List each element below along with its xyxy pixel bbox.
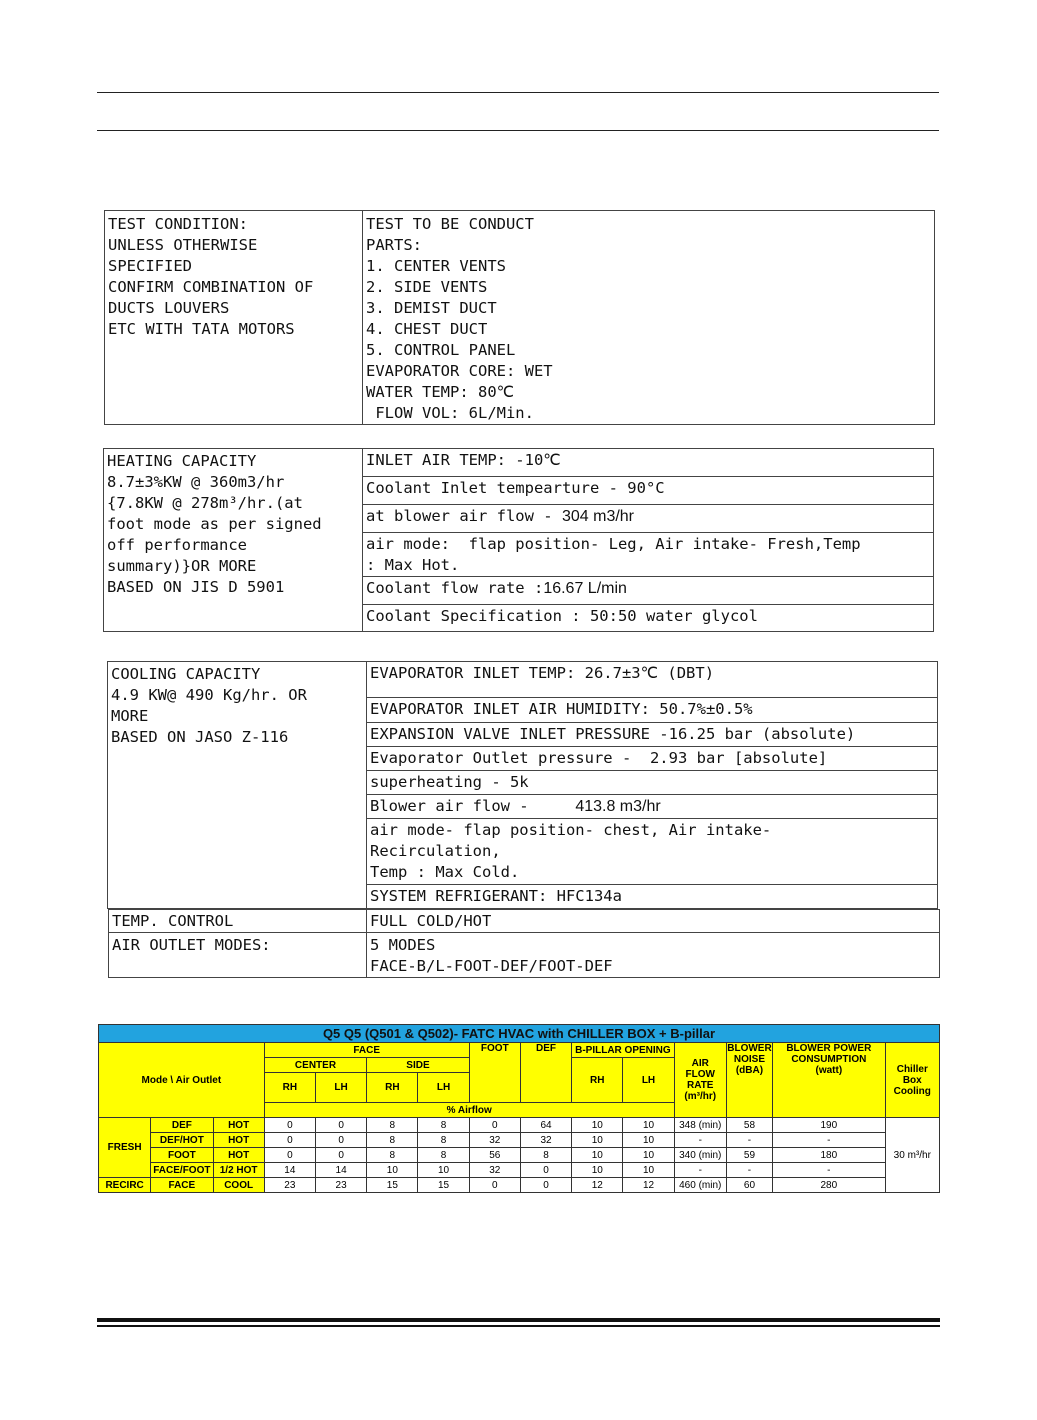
- air-flow-cell: -: [674, 1163, 726, 1178]
- cooling-row-text: air mode- flap position- chest, Air intake- Recirculation, Temp : Max Cold.: [370, 821, 772, 881]
- temp-control-value: FULL COLD/HOT: [370, 912, 492, 930]
- center-lh-cell: 23: [315, 1178, 366, 1193]
- air-flow-rate-header: AIR FLOW RATE (m³/hr): [674, 1043, 726, 1118]
- cooling-row-text: SYSTEM REFRIGERANT: HFC134a: [370, 887, 622, 905]
- temp-cell: HOT: [213, 1118, 264, 1133]
- airflow-percent-header: % Airflow: [264, 1103, 674, 1118]
- blower-noise-header: BLOWER NOISE (dBA): [726, 1043, 772, 1118]
- mode-cell: FACE/FOOT: [151, 1163, 213, 1178]
- test-condition-right: TEST TO BE CONDUCT PARTS: 1. CENTER VENTS 2. SIDE VENTS 3. DEMIST DUCT 4. CHEST DUCT 5. CONTROL PANEL EVAPORATOR CORE: WET WATER TEMP: 80℃ FLOW VOL: 6L/Min.: [366, 215, 553, 422]
- heating-row-text: INLET AIR TEMP: -10℃: [366, 451, 561, 469]
- hvac-airflow-table: [98, 1024, 940, 1193]
- def-header: DEF: [520, 1043, 571, 1103]
- chiller-value-cell: 30 m³/hr: [885, 1118, 939, 1193]
- header-rule-bottom: [97, 130, 939, 131]
- foot-header: FOOT: [469, 1043, 520, 1103]
- def-cell: 0: [520, 1163, 571, 1178]
- heating-row-value: 16.67 L/min: [543, 580, 627, 597]
- cooling-row: [370, 820, 771, 883]
- heating-row: [366, 606, 758, 627]
- foot-cell: 32: [469, 1163, 520, 1178]
- cooling-row-line: [366, 884, 938, 885]
- heating-row: [366, 534, 861, 576]
- heating-row-text: air mode: flap position- Leg, Air intake- Fresh,Temp : Max Hot.: [366, 535, 861, 574]
- b-pillar-lh-cell: 10: [623, 1133, 674, 1148]
- temp-control-row-line: [108, 932, 940, 933]
- b-pillar-rh-cell: 10: [572, 1148, 623, 1163]
- cooling-row: [370, 724, 855, 745]
- temp-cell: HOT: [213, 1148, 264, 1163]
- heating-row-text: Coolant flow rate :: [366, 579, 544, 597]
- blower-power-cell: 280: [773, 1178, 886, 1193]
- blower-power-cell: -: [773, 1133, 886, 1148]
- heating-row-text: Coolant Inlet tempearture - 90°C: [366, 479, 665, 497]
- cooling-row-text: Blower air flow -: [370, 797, 576, 815]
- cooling-row-line: [366, 697, 938, 698]
- b-pillar-rh-cell: 10: [572, 1163, 623, 1178]
- air-flow-cell: 348 (min): [674, 1118, 726, 1133]
- b-pillar-lh-cell: 10: [623, 1118, 674, 1133]
- blower-power-cell: -: [773, 1163, 886, 1178]
- cooling-row: [370, 886, 622, 907]
- table-row: [99, 1178, 940, 1193]
- cooling-row: [370, 663, 714, 684]
- header-rule-top: [97, 92, 939, 93]
- temp-cell: COOL: [213, 1178, 264, 1193]
- cooling-row: [370, 796, 661, 817]
- side-lh-cell: 8: [418, 1133, 469, 1148]
- footer-rule-thin: [97, 1325, 940, 1327]
- center-lh-cell: 0: [315, 1148, 366, 1163]
- blower-power-header: BLOWER POWER CONSUMPTION (watt): [773, 1043, 886, 1118]
- b-pillar-lh-cell: 12: [623, 1178, 674, 1193]
- heating-row-text: Coolant Specification : 50:50 water glycol: [366, 607, 758, 625]
- cooling-row: [370, 748, 827, 769]
- cooling-row: [370, 699, 753, 720]
- hvac-table-title: Q5 Q5 (Q501 & Q502)- FATC HVAC with CHILLER BOX + B-pillar: [99, 1025, 940, 1043]
- b-pillar-rh-cell: 12: [572, 1178, 623, 1193]
- cooling-row: [370, 772, 529, 793]
- side-header: SIDE: [367, 1058, 469, 1073]
- test-condition-divider: [362, 210, 363, 425]
- fresh-group-label: FRESH: [99, 1118, 151, 1178]
- def-cell: 64: [520, 1118, 571, 1133]
- footer-rule-thick: [97, 1318, 940, 1322]
- heating-row-value: 304 m3/hr: [561, 508, 635, 525]
- blower-noise-cell: 58: [726, 1118, 772, 1133]
- foot-cell: 0: [469, 1118, 520, 1133]
- temp-control-label: TEMP. CONTROL: [112, 912, 234, 930]
- air-flow-cell: -: [674, 1133, 726, 1148]
- cooling-left: COOLING CAPACITY 4.9 KW@ 490 Kg/hr. OR MORE BASED ON JASO Z-116: [111, 665, 307, 746]
- heating-row-line: [362, 476, 934, 477]
- recirc-group-label: RECIRC: [99, 1178, 151, 1193]
- temp-control-divider: [366, 909, 367, 978]
- b-pillar-lh-cell: 10: [623, 1163, 674, 1178]
- center-lh-cell: 0: [315, 1133, 366, 1148]
- center-lh-header: LH: [315, 1073, 366, 1103]
- cooling-row-text: EXPANSION VALVE INLET PRESSURE -16.25 bar (absolute): [370, 725, 856, 743]
- cooling-row-line: [366, 818, 938, 819]
- def-cell: 0: [520, 1178, 571, 1193]
- blower-noise-cell: -: [726, 1163, 772, 1178]
- heating-row-line: [362, 604, 934, 605]
- cooling-row-line: [366, 770, 938, 771]
- b-pillar-header: B-PILLAR OPENING: [572, 1043, 674, 1058]
- b-pillar-lh-header: LH: [623, 1058, 674, 1103]
- air-outlet-label: AIR OUTLET MODES:: [112, 936, 271, 954]
- cooling-row-text: EVAPORATOR INLET TEMP: 26.7±3℃ (DBT): [370, 664, 715, 682]
- table-row: [99, 1148, 940, 1163]
- heating-row: [366, 450, 561, 471]
- table-row: [99, 1133, 940, 1148]
- side-rh-cell: 8: [367, 1133, 418, 1148]
- mode-cell: DEF/HOT: [151, 1133, 213, 1148]
- side-lh-cell: 10: [418, 1163, 469, 1178]
- test-condition-left: TEST CONDITION: UNLESS OTHERWISE SPECIFIED CONFIRM COMBINATION OF DUCTS LOUVERS ETC WITH TATA MOTORS: [108, 215, 314, 338]
- table-row: [99, 1163, 940, 1178]
- side-lh-cell: 8: [418, 1148, 469, 1163]
- blower-noise-cell: -: [726, 1133, 772, 1148]
- mode-cell: FACE: [151, 1178, 213, 1193]
- center-header: CENTER: [264, 1058, 366, 1073]
- heating-row-line: [362, 532, 934, 533]
- def-cell: 32: [520, 1133, 571, 1148]
- air-flow-cell: 340 (min): [674, 1148, 726, 1163]
- face-header: FACE: [264, 1043, 469, 1058]
- cooling-divider: [366, 661, 367, 909]
- mode-air-outlet-header: Mode \ Air Outlet: [99, 1043, 265, 1118]
- b-pillar-rh-cell: 10: [572, 1118, 623, 1133]
- b-pillar-lh-cell: 10: [623, 1148, 674, 1163]
- side-rh-cell: 8: [367, 1148, 418, 1163]
- temp-cell: HOT: [213, 1133, 264, 1148]
- heating-row-line: [362, 576, 934, 577]
- side-rh-header: RH: [367, 1073, 418, 1103]
- blower-noise-cell: 60: [726, 1178, 772, 1193]
- mode-cell: DEF: [151, 1118, 213, 1133]
- chiller-box-header: Chiller Box Cooling: [885, 1043, 939, 1118]
- center-rh-cell: 0: [264, 1148, 315, 1163]
- b-pillar-rh-cell: 10: [572, 1133, 623, 1148]
- air-outlet-value: 5 MODES FACE-B/L-FOOT-DEF/FOOT-DEF: [370, 936, 613, 975]
- foot-cell: 0: [469, 1178, 520, 1193]
- heating-row-line: [362, 504, 934, 505]
- def-cell: 8: [520, 1148, 571, 1163]
- heating-left: HEATING CAPACITY 8.7±3%KW @ 360m3/hr {7.8KW @ 278m³/hr.(at foot mode as per signed off performance summary)}OR MORE BASED ON JIS D 5901: [107, 452, 322, 596]
- side-lh-cell: 8: [418, 1118, 469, 1133]
- cooling-row-value: 413.8 m3/hr: [575, 798, 661, 815]
- center-lh-cell: 14: [315, 1163, 366, 1178]
- cooling-row-line: [366, 722, 938, 723]
- blower-power-cell: 180: [773, 1148, 886, 1163]
- mode-cell: FOOT: [151, 1148, 213, 1163]
- side-rh-cell: 10: [367, 1163, 418, 1178]
- cooling-row-text: EVAPORATOR INLET AIR HUMIDITY: 50.7%±0.5%: [370, 700, 753, 718]
- heating-row-text: at blower air flow -: [366, 507, 562, 525]
- center-rh-cell: 23: [264, 1178, 315, 1193]
- center-rh-cell: 0: [264, 1118, 315, 1133]
- side-rh-cell: 8: [367, 1118, 418, 1133]
- foot-cell: 32: [469, 1133, 520, 1148]
- heating-row: [366, 478, 665, 499]
- side-rh-cell: 15: [367, 1178, 418, 1193]
- b-pillar-rh-header: RH: [572, 1058, 623, 1103]
- center-rh-cell: 0: [264, 1133, 315, 1148]
- center-lh-cell: 0: [315, 1118, 366, 1133]
- side-lh-header: LH: [418, 1073, 469, 1103]
- cooling-row-line: [366, 794, 938, 795]
- cooling-row-text: superheating - 5k: [370, 773, 529, 791]
- side-lh-cell: 15: [418, 1178, 469, 1193]
- cooling-row-line: [366, 746, 938, 747]
- center-rh-cell: 14: [264, 1163, 315, 1178]
- cooling-row-text: Evaporator Outlet pressure - 2.93 bar [absolute]: [370, 749, 828, 767]
- foot-cell: 56: [469, 1148, 520, 1163]
- heating-row: [366, 506, 634, 527]
- air-flow-cell: 460 (min): [674, 1178, 726, 1193]
- center-rh-header: RH: [264, 1073, 315, 1103]
- table-row: [99, 1118, 940, 1133]
- heating-row: [366, 578, 627, 599]
- temp-cell: 1/2 HOT: [213, 1163, 264, 1178]
- blower-noise-cell: 59: [726, 1148, 772, 1163]
- blower-power-cell: 190: [773, 1118, 886, 1133]
